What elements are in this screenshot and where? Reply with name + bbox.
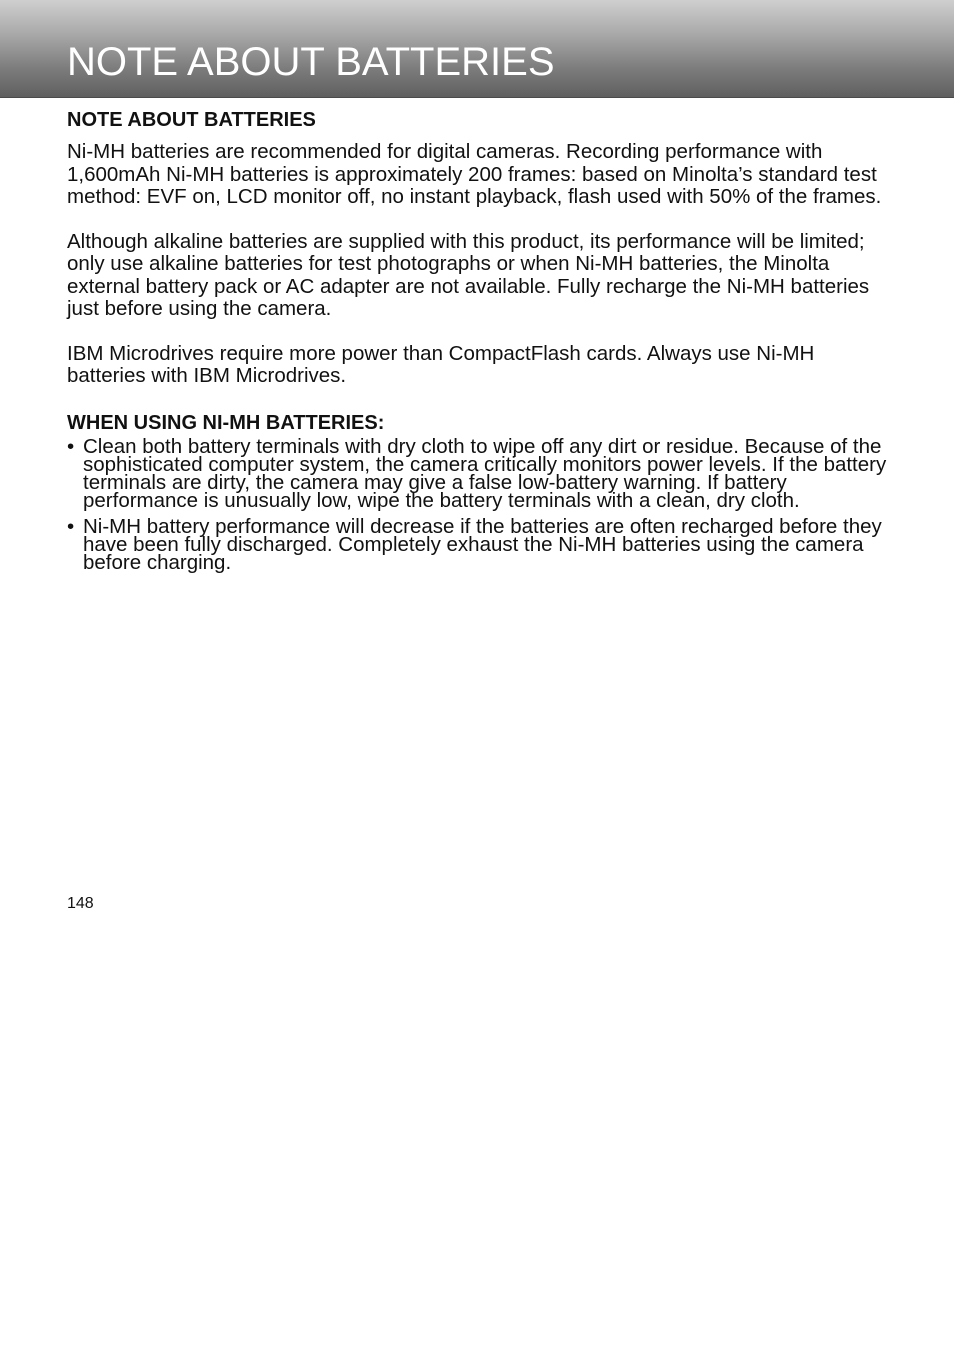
- paragraph-alkaline: Although alkaline batteries are supplied with this product, its performance will be limited; only use alkaline batteries for test photographs or when Ni-MH batteries, the Minolta external battery pack or AC adapter are not available. Fully recharge the Ni-MH batteries just before using the camera.: [67, 229, 870, 320]
- paragraph-recommendation: Ni-MH batteries are recommended for digital cameras. Recording performance with 1,600mAh Ni-MH batteries is approximately 200 frames: based on Minolta’s standard test method: EVF on, LCD monitor off, no instant playback, flash used with 50% of the frames.: [67, 140, 882, 208]
- list-item: [67, 434, 887, 512]
- bullet-text: Ni-MH battery performance will decrease if the batteries are often recharged before they have been fully discharged. Completely exhaust the Ni-MH batteries using the camera before charging.: [83, 514, 882, 574]
- section-heading-note: NOTE ABOUT BATTERIES: [67, 109, 316, 131]
- paragraph-microdrives: IBM Microdrives require more power than CompactFlash cards. Always use Ni-MH batteries with IBM Microdrives.: [67, 341, 815, 387]
- bullet-list: [67, 434, 887, 574]
- section-heading-nimh: WHEN USING NI-MH BATTERIES:: [67, 411, 385, 434]
- bullet-text: Clean both battery terminals with dry cloth to wipe off any dirt or residue. Because of the sophisticated computer system, the camera critically monitors power levels. If the battery terminals are dirty, the camera may give a false low-battery warning. If battery performance is unusually low, wipe the battery terminals with a clean, dry cloth.: [83, 434, 887, 512]
- main-content: [67, 107, 887, 572]
- bullet-icon: •: [67, 434, 75, 458]
- page-title: NOTE ABOUT BATTERIES: [67, 40, 555, 84]
- page-number: 148: [67, 895, 94, 912]
- list-item: [67, 514, 887, 574]
- header-banner: [0, 0, 954, 98]
- bullet-icon: •: [67, 514, 75, 538]
